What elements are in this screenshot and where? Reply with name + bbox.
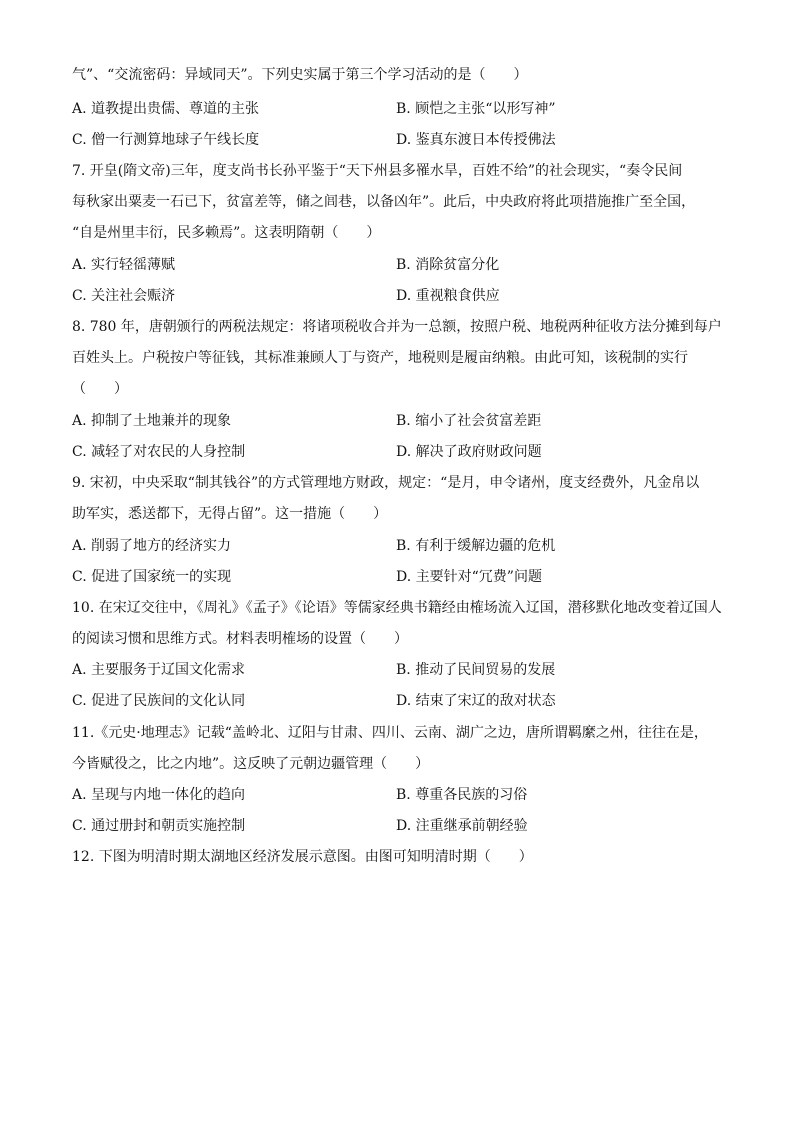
q9-option-a[interactable]: A. 削弱了地方的经济实力 — [72, 538, 232, 554]
q8-stem-line-3: （ ） — [72, 381, 128, 397]
q11-option-b[interactable]: B. 尊重各民族的习俗 — [396, 787, 528, 803]
q7-option-c[interactable]: C. 关注社会赈济 — [72, 288, 176, 304]
q11-stem-line-2: 今皆赋役之，比之内地”。这反映了元朝边疆管理（ ） — [72, 756, 430, 772]
q11-stem-line-1: 11.《元史·地理志》记载“盖岭北、辽阳与甘肃、四川、云南、湖广之边，唐所谓羁縻之州，往往在是， — [72, 725, 708, 741]
q10-stem-line-2: 的阅读习惯和思维方式。材料表明榷场的设置（ ） — [72, 631, 408, 647]
q8-option-a[interactable]: A. 抑制了土地兼并的现象 — [72, 413, 232, 429]
q8-stem-line-2: 百姓头上。户税按户等征钱，其标准兼顾人丁与资产，地税则是履亩纳粮。由此可知，该税制的实行 — [72, 350, 688, 366]
q10-option-a[interactable]: A. 主要服务于辽国文化需求 — [72, 662, 246, 678]
q6-stem: 气”、“交流密码：异域同天”。下列史实属于第三个学习活动的是（ ） — [72, 67, 528, 83]
q7-option-a[interactable]: A. 实行轻徭薄赋 — [72, 257, 176, 273]
q8-stem-line-1: 8. 780 年，唐朝颁行的两税法规定：将诸项税收合并为一总额，按照户税、地税两种征收方法分摊到每户 — [72, 319, 722, 335]
q9-stem-line-2: 助军实，悉送都下，无得占留”。这一措施（ ） — [72, 506, 388, 522]
q6-option-b[interactable]: B. 顾恺之主张“以形写神” — [396, 101, 556, 117]
q8-option-b[interactable]: B. 缩小了社会贫富差距 — [396, 413, 542, 429]
q9-option-b[interactable]: B. 有利于缓解边疆的危机 — [396, 538, 556, 554]
q11-option-d[interactable]: D. 注重继承前朝经验 — [396, 818, 528, 834]
q9-stem-line-1: 9. 宋初，中央采取“制其钱谷”的方式管理地方财政，规定：“是月，申令诸州，度支经费外，凡金帛以 — [72, 475, 700, 491]
q10-option-c[interactable]: C. 促进了民族间的文化认同 — [72, 693, 246, 709]
q6-option-a[interactable]: A. 道教提出贵儒、尊道的主张 — [72, 101, 260, 117]
q8-option-c[interactable]: C. 减轻了对农民的人身控制 — [72, 444, 246, 460]
q11-option-c[interactable]: C. 通过册封和朝贡实施控制 — [72, 818, 246, 834]
q6-option-c[interactable]: C. 僧一行测算地球子午线长度 — [72, 132, 260, 148]
q8-option-d[interactable]: D. 解决了政府财政问题 — [396, 444, 542, 460]
q9-option-d[interactable]: D. 主要针对“冗费”问题 — [396, 569, 542, 585]
q10-stem-line-1: 10. 在宋辽交往中，《周礼》《孟子》《论语》等儒家经典书籍经由榷场流入辽国，潜移默化地改变着辽国人 — [72, 600, 722, 616]
q10-option-d[interactable]: D. 结束了宋辽的敌对状态 — [396, 693, 556, 709]
q7-stem-line-2: 每秋家出粟麦一石已下，贫富差等，储之闾巷，以备凶年”。此后，中央政府将此项措施推广至全国， — [72, 194, 696, 210]
q6-option-d[interactable]: D. 鉴真东渡日本传授佛法 — [396, 132, 556, 148]
q7-option-b[interactable]: B. 消除贫富分化 — [396, 257, 500, 273]
q11-option-a[interactable]: A. 呈现与内地一体化的趋向 — [72, 787, 246, 803]
q10-option-b[interactable]: B. 推动了民间贸易的发展 — [396, 662, 556, 678]
q7-stem-line-1: 7. 开皇(隋文帝)三年，度支尚书长孙平鉴于“天下州县多罹水旱，百姓不给”的社会现实，“奏令民间 — [72, 163, 683, 179]
q9-option-c[interactable]: C. 促进了国家统一的实现 — [72, 569, 232, 585]
q12-stem-line-1: 12. 下图为明清时期太湖地区经济发展示意图。由图可知明清时期（ ） — [72, 849, 533, 865]
q7-option-d[interactable]: D. 重视粮食供应 — [396, 288, 500, 304]
q7-stem-line-3: “自是州里丰衍，民多赖焉”。这表明隋朝（ ） — [72, 225, 381, 241]
